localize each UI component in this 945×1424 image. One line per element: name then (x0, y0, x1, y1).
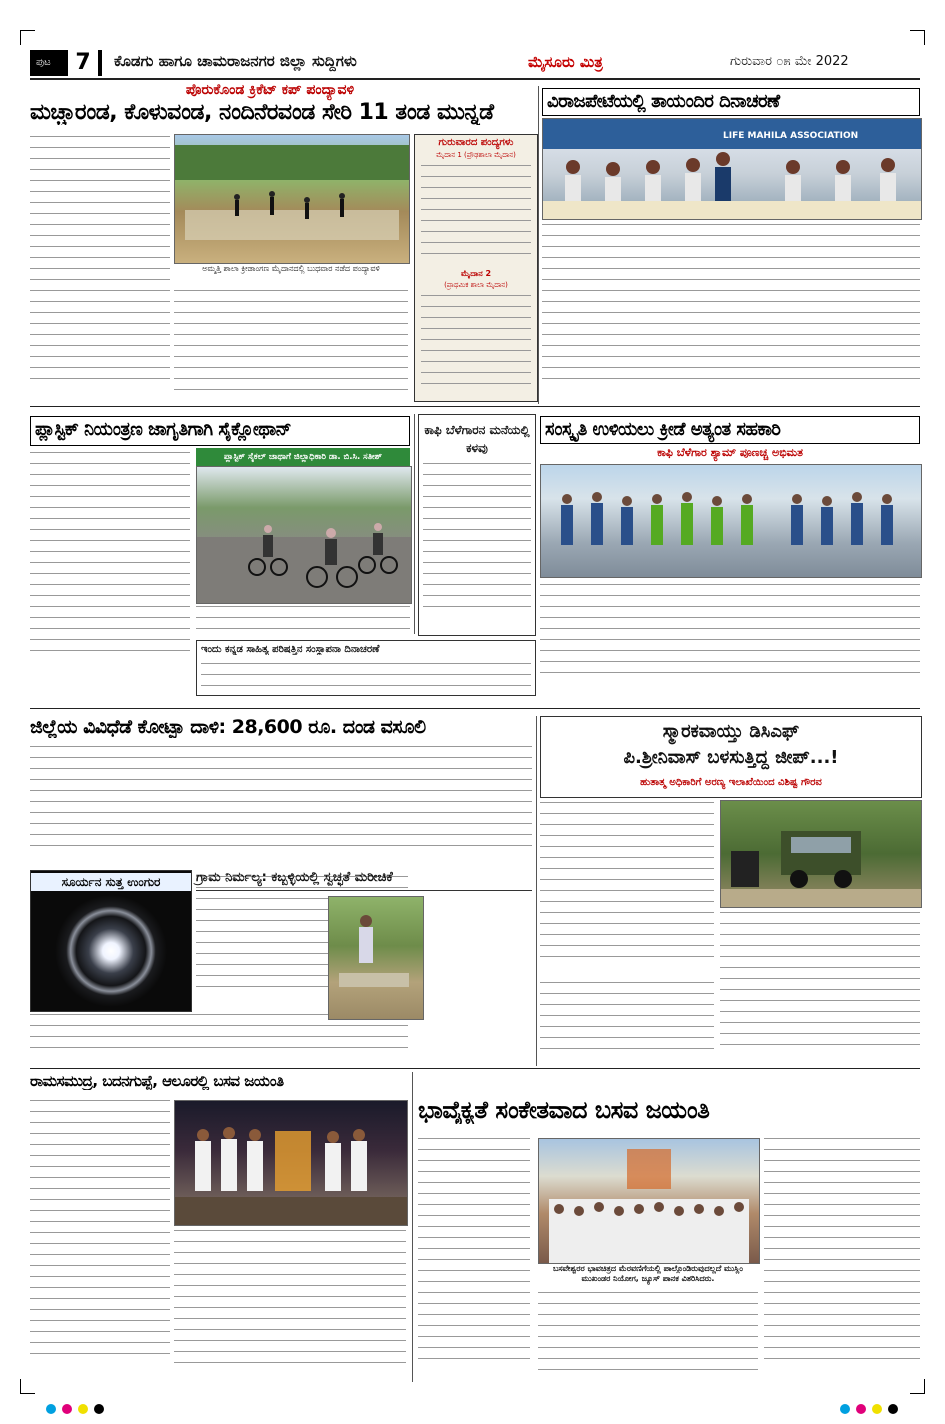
jeep-body-col2 (720, 912, 920, 1064)
section-rule (30, 708, 920, 709)
registration-mark (62, 1404, 72, 1414)
village-clean-photo-image (329, 897, 423, 1019)
crop-mark (20, 30, 35, 45)
burglary-headline: ಕಾಫಿ ಬೆಳೆಗಾರನ ಮನೆಯಲ್ಲಿ ಕಳವು (424, 423, 530, 455)
section-title: ಕೊಡಗು ಹಾಗೂ ಚಾಮರಾಜನಗರ ಜಿಲ್ಲಾ ಸುದ್ದಿಗಳು (114, 52, 357, 70)
issue-date: ಗುರುವಾರ ೦೫ ಮೇ 2022 (730, 54, 849, 69)
basava-villages-photo (174, 1100, 408, 1226)
column-divider (538, 86, 539, 404)
registration-mark (856, 1404, 866, 1414)
cricket-photo-image (175, 135, 409, 263)
village-clean-photo (328, 896, 424, 1020)
jeep-body-col1b (540, 982, 714, 1064)
virajpet-photo-image (543, 119, 921, 219)
kasapa-box (196, 640, 536, 696)
page-number-box (30, 50, 102, 76)
cyclothon-photo-image (197, 467, 411, 603)
cyclothon-tag: ಪ್ಲಾಸ್ಟಿಕ್ ಸೈಕಲ್ ಜಾಥಾಗೆ ಜಿಲ್ಲಾಧಿಕಾರಿ ಡಾ. ಬಿ.ಸಿ. ಸತೀಶ್ (196, 448, 410, 466)
jeep-headline-line1: ಸ್ಮಾರಕವಾಯ್ತು ಡಿಸಿಎಫ್ (662, 721, 800, 742)
fixtures-ground2-sub: (ಪ್ರಾಥಮಿಕ ಶಾಲಾ ಮೈದಾನ) (444, 281, 508, 289)
virajpet-body (542, 224, 920, 402)
registration-mark (840, 1404, 850, 1414)
sports-photo (540, 464, 922, 578)
basava-villages-body-col2 (174, 1230, 406, 1380)
cricket-photo (174, 134, 410, 264)
fixtures-ground2: ಮೈದಾನ 2 (460, 269, 492, 278)
cyclothon-photo (196, 466, 412, 604)
basava-villages-headline: ರಾಮಸಮುದ್ರ, ಬದನಗುಪ್ಪೆ, ಆಲೂರಲ್ಲಿ ಬಸವ ಜಯಂತಿ (30, 1072, 284, 1090)
kasapa-headline: ಇಂದು ಕನ್ನಡ ಸಾಹಿತ್ಯ ಪರಿಷತ್ತಿನ ಸಂಸ್ಥಾಪನಾ ದಿನಾಚರಣೆ (201, 644, 380, 655)
jeep-subhead: ಹುತಾತ್ಮ ಅಧಿಕಾರಿಗೆ ಅರಣ್ಯ ಇಲಾಖೆಯಿಂದ ವಿಶಿಷ್ಟ ಗೌರವ (640, 777, 822, 788)
cricket-body-col2 (174, 290, 408, 405)
virajpet-headline: ವಿರಾಜಪೇಟೆಯಲ್ಲಿ ತಾಯಂದಿರ ದಿನಾಚರಣೆ (542, 88, 920, 116)
virajpet-banner: LIFE MAHILA ASSOCIATION (723, 131, 859, 141)
burglary-box (418, 414, 536, 636)
cyclothon-caption (196, 606, 410, 636)
halo-body-bottom (30, 1014, 408, 1064)
column-divider (414, 414, 415, 634)
kotpa-body (30, 746, 532, 866)
registration-mark (94, 1404, 104, 1414)
column-divider (536, 716, 537, 1066)
page-label: ಪುಟ (36, 57, 51, 68)
cricket-body-col1 (30, 132, 170, 412)
basava-unity-photo-caption: ಬಸವೇಶ್ವರರ ಭಾವಚಿತ್ರದ ಮೆರವಣಿಗೆಯಲ್ಲಿ ಪಾಲ್ಗೊಂಡಿರುವುದಲ್ಲದೆ ಮುಸ್ಲಿಂ ಮುಖಂಡರ ನಿಯೋಗ, ಜ್ಯೂಸ್ ಪಾನಕ ವಿತರಿಸಿದರು. (553, 1264, 743, 1283)
jeep-headline-line2: ಪಿ.ಶ್ರೀನಿವಾಸ್ ಬಳಸುತ್ತಿದ್ದ ಜೀಪ್...! (623, 747, 839, 768)
jeep-photo-image (721, 801, 921, 907)
section-rule (30, 406, 920, 407)
jeep-headline-box (540, 716, 922, 798)
crop-mark (20, 1379, 35, 1394)
cricket-headline: ಮಚ್ಚಾರಂಡ, ಕೊಳುವಂಡ, ನಂದಿನೆರವಂಡ ಸೇರಿ 11 ತಂಡ ಮುನ್ನಡೆ (30, 100, 494, 125)
column-divider (412, 1072, 413, 1382)
crop-mark (910, 30, 925, 45)
cricket-photo-caption: ಅಮ್ಮತ್ತಿ ಶಾಲಾ ಕ್ರೀಡಾಂಗಣ ಮೈದಾನದಲ್ಲಿ ಬುಧವಾರ ನಡೆದ ಪಂದ್ಯಾವಳಿ (202, 264, 380, 273)
sports-body (540, 584, 920, 688)
registration-mark (78, 1404, 88, 1414)
masthead (30, 50, 920, 76)
village-clean-headline-bar (196, 868, 532, 891)
sports-subhead: ಕಾಫಿ ಬೆಳೆಗಾರ ಶ್ಯಾಮ್ ಪೂಣಚ್ಚ ಅಭಿಮತ (657, 446, 803, 459)
jeep-body-col1 (540, 802, 714, 978)
fixtures-title: ಗುರುವಾರದ ಪಂದ್ಯಗಳು (438, 137, 514, 148)
registration-mark (46, 1404, 56, 1414)
kotpa-headline: ಜಿಲ್ಲೆಯ ವಿವಿಧೆಡೆ ಕೋಟ್ಪಾ ದಾಳಿ: 28,600 ರೂ. ದಂಡ ವಸೂಲಿ (30, 716, 426, 738)
village-clean-title: ಗ್ರಾಮ ನಿರ್ಮಲ್ಯ: ಕಬ್ಬಳ್ಳಿಯಲ್ಲಿ ಸ್ವಚ್ಛತೆ ಮರೀಚಿಕೆ (196, 870, 393, 885)
fixtures-ground1: ಮೈದಾನ 1 (ಪ್ರೌಢಶಾಲಾ ಮೈದಾನ) (436, 151, 516, 159)
registration-mark (888, 1404, 898, 1414)
basava-unity-headline: ಭಾವೈಕ್ಯತೆ ಸಂಕೇತವಾದ ಬಸವ ಜಯಂತಿ (418, 1096, 710, 1124)
basava-unity-body-col2 (538, 1292, 758, 1382)
section-rule (30, 1068, 920, 1069)
halo-photo (31, 893, 191, 1011)
masthead-rule (30, 78, 920, 80)
halo-headline: ಸೂರ್ಯನ ಸುತ್ತ ಉಂಗುರ (31, 873, 191, 891)
registration-mark (872, 1404, 882, 1414)
halo-box (30, 870, 192, 1012)
virajpet-photo (542, 118, 922, 220)
basava-villages-photo-image (175, 1101, 407, 1225)
paper-name: ಮೈಸೂರು ಮಿತ್ರ (528, 53, 603, 71)
sports-headline: ಸಂಸ್ಕೃತಿ ಉಳಿಯಲು ಕ್ರೀಡೆ ಅತ್ಯಂತ ಸಹಕಾರಿ (540, 416, 920, 444)
fixtures-box (414, 134, 538, 402)
sports-photo-image (541, 465, 921, 577)
cyclothon-body (30, 452, 190, 680)
jeep-photo (720, 800, 922, 908)
basava-unity-photo-image (539, 1139, 759, 1263)
page-number: 7 (68, 50, 98, 76)
basava-unity-body-col3 (764, 1138, 920, 1382)
basava-unity-photo (538, 1138, 760, 1264)
basava-unity-body-col1 (418, 1138, 530, 1382)
basava-villages-body-col1 (30, 1100, 170, 1380)
cyclothon-headline: ಪ್ಲಾಸ್ಟಿಕ್ ನಿಯಂತ್ರಣ ಜಾಗೃತಿಗಾಗಿ ಸೈಕ್ಲೋಥಾನ್ (30, 416, 410, 446)
cricket-kicker: ಪೊರುಕೊಂಡ ಕ್ರಿಕೆಟ್ ಕಪ್ ಪಂದ್ಯಾವಳಿ (185, 82, 355, 98)
